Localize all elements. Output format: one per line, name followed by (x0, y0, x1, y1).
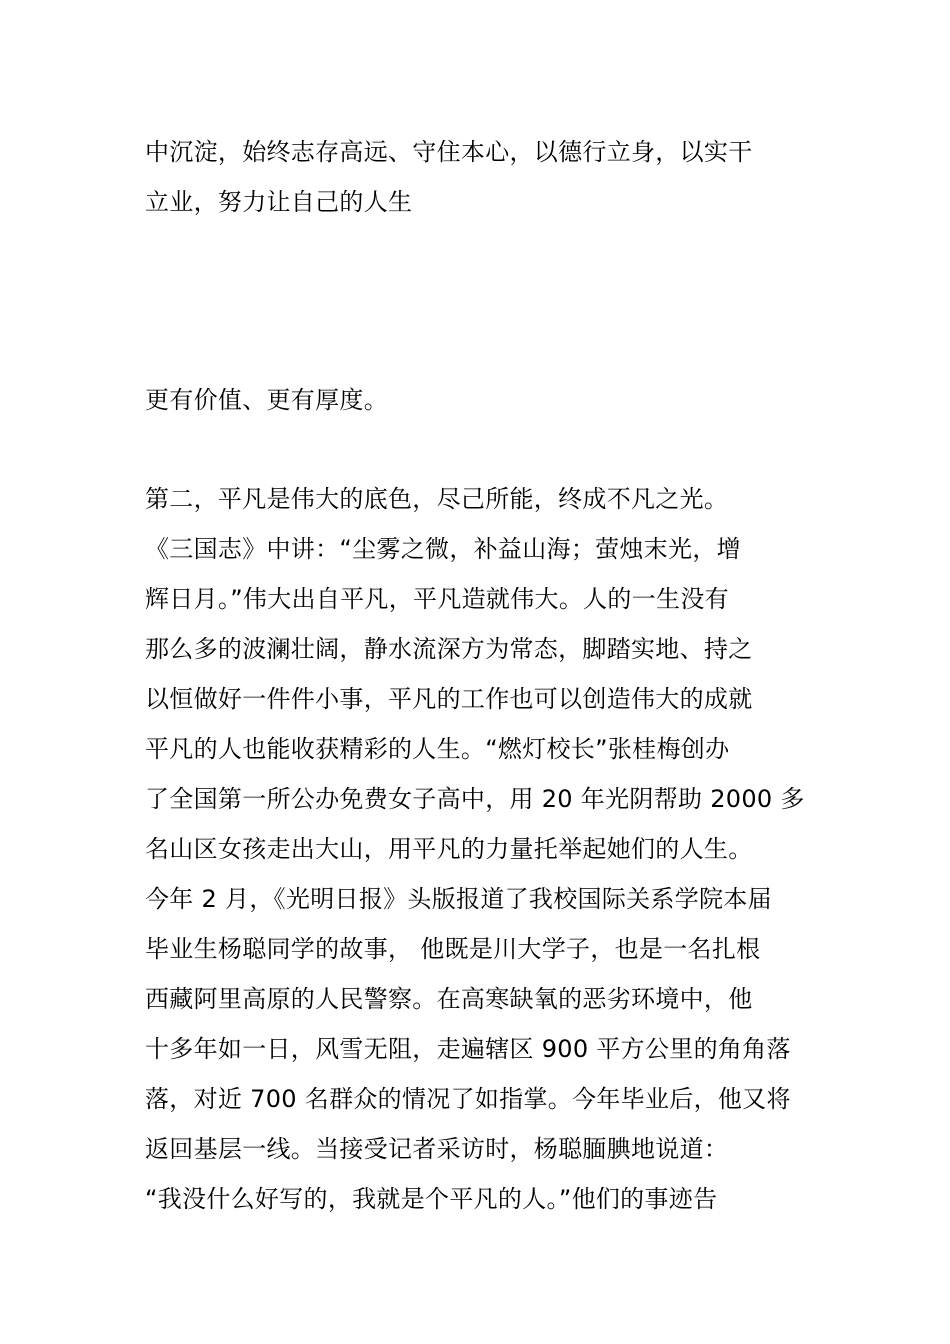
text-line: 那么多的波澜壮阔，静水流深方为常态，脚踏实地、持之 (145, 635, 753, 663)
paragraph-3 (145, 474, 815, 1224)
text-line: 第二，平凡是伟大的底色，尽己所能，终成不凡之光。 (145, 485, 729, 513)
text-line: 中沉淀，始终志存高远、守住本心，以德行立身，以实干 (145, 138, 753, 166)
text-line: 立业，努力让自己的人生 (145, 188, 413, 216)
text-line: 毕业生杨聪同学的故事， 他既是川大学子，也是一名扎根 (145, 935, 761, 963)
text-line: 西藏阿里高原的人民警察。在高寒缺氧的恶劣环境中，他 (145, 985, 753, 1013)
text-line: 以恒做好一件件小事，平凡的工作也可以创造伟大的成就 (145, 685, 753, 713)
text-line: 落，对近 700 名群众的情况了如指掌。今年毕业后，他又将 (145, 1085, 791, 1113)
text-line: “我没什么好写的，我就是个平凡的人。”他们的事迹告 (145, 1185, 718, 1213)
paragraph-1 (145, 127, 815, 227)
text-line: 更有价值、更有厚度。 (145, 386, 388, 414)
text-line: 名山区女孩走出大山，用平凡的力量托举起她们的人生。 (145, 835, 753, 863)
paragraph-2 (145, 375, 815, 425)
text-line: 今年 2 月，《光明日报》头版报道了我校国际关系学院本届 (145, 885, 772, 913)
text-line: 返回基层一线。当接受记者采访时，杨聪腼腆地说道： (145, 1135, 729, 1163)
text-line: 了全国第一所公办免费女子高中，用 20 年光阴帮助 2000 多 (145, 785, 805, 813)
text-line: 辉日月。”伟大出自平凡，平凡造就伟大。人的一生没有 (145, 585, 729, 613)
text-line: 平凡的人也能收获精彩的人生。“燃灯校长”张桂梅创办 (145, 735, 730, 763)
text-line: 《三国志》中讲：“尘雾之微，补益山海；萤烛末光，增 (145, 535, 741, 563)
text-line: 十多年如一日，风雪无阻，走遍辖区 900 平方公里的角角落 (145, 1035, 791, 1063)
